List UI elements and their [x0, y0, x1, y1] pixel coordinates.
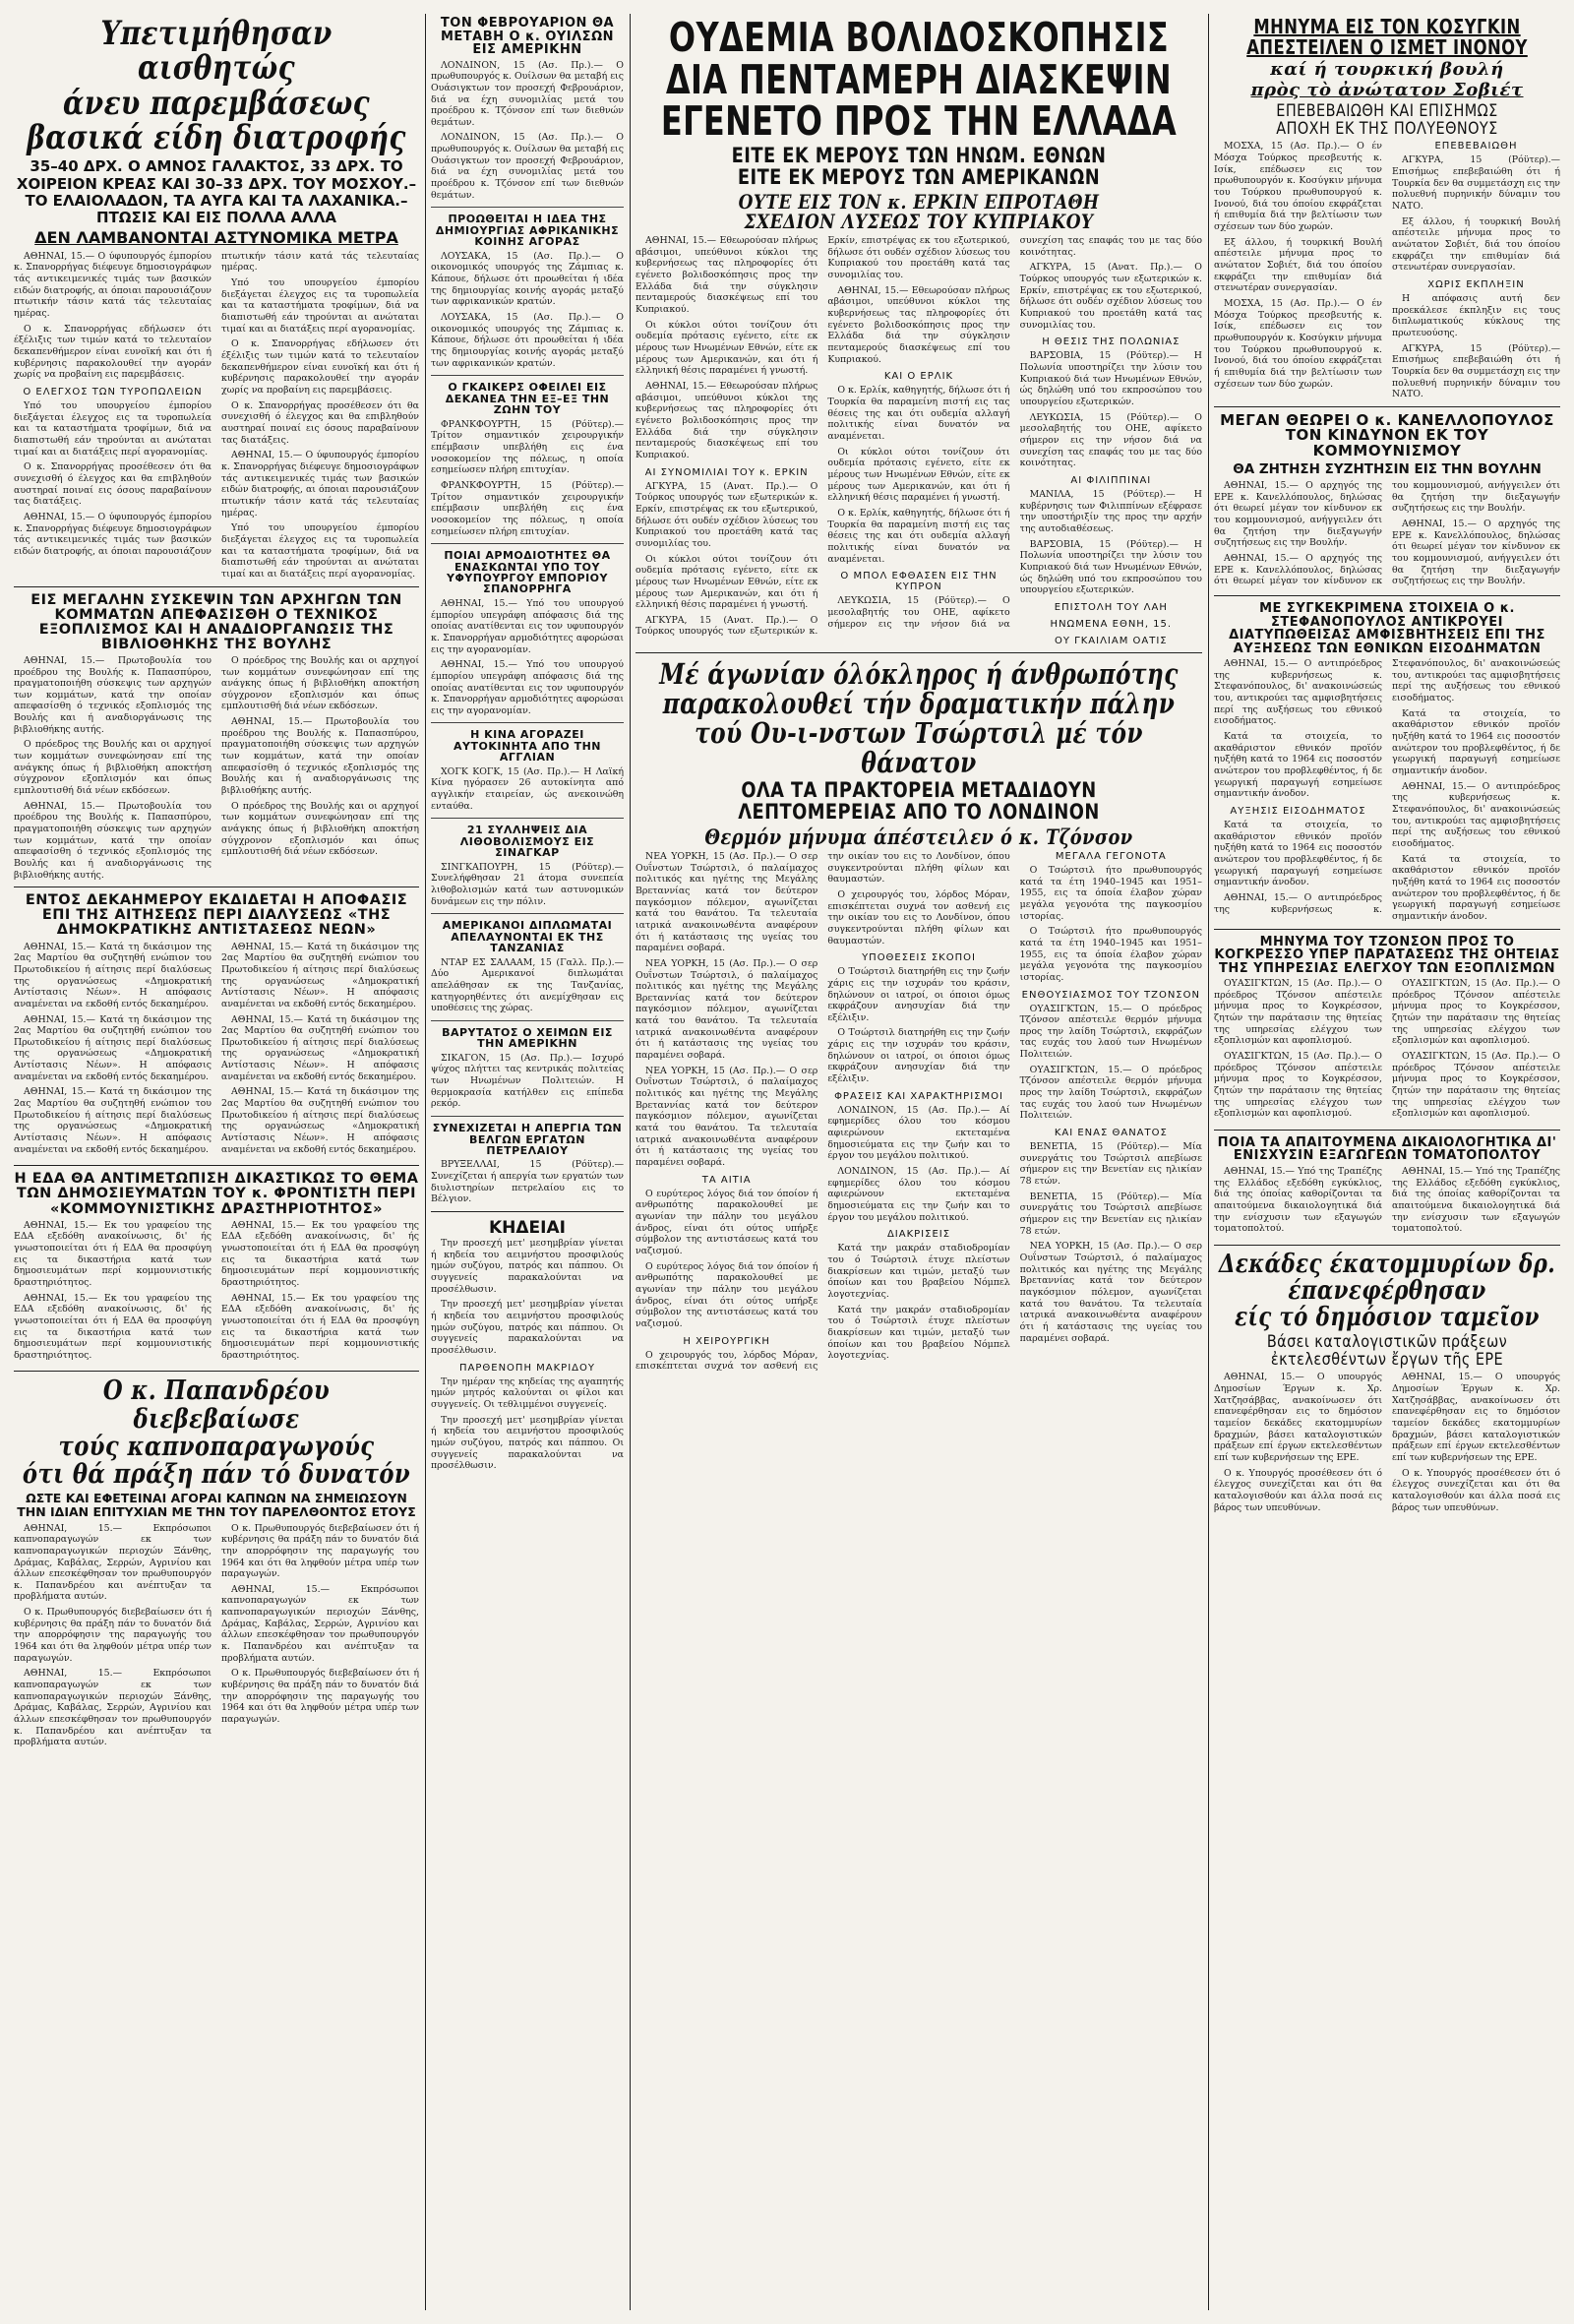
article-paragraph: Κατά την μακράν σταδιοδρομίαν του ό Τσώρτσιλ έτυχε πλείστων διακρίσεων και τιμών, μεταξύ των όποίων και του βραβείου Νόμπελ λογοτεχνίας.: [827, 1304, 1010, 1362]
article-paragraph: ΧΟΓΚ ΚΟΓΚ, 15 (Ασ. Πρ.).— Η Λαϊκή Κίνα ηγόρασεν 26 αυτοκίνητα από αγγλικήν εταιρείαν, ώς ανεκοινώθη ενταύθα.: [431, 765, 624, 812]
article-paragraph: ΜΟΣΧΑ, 15 (Ασ. Πρ.).— Ο έν Μόσχα Τούρκος πρεσβευτής κ. Ισίκ, επέδωσεν εις τον πρωθυπουργόν κ. Κοσύγκιν μήνυμα του Τούρκου πρωθυπουργού κ. Ινονού, διά του όποίου εκφράζεται ή επιθυμία διά την βελτίωσιν των σχέσεων των δύο χωρών.: [1214, 141, 1382, 232]
article-paragraph: Ο κ. Σπανορρήγας προσέθεσεν ότι θα συνεχισθή ό έλεγχος και θα επιβληθούν αυστηραί ποιναί εις όσους παραβαίνουν τας διατάξεις.: [221, 399, 419, 446]
article-paragraph: ΛΟΥΣΑΚΑ, 15 (Ασ. Πρ.).— Ο οικονομικός υπουργός της Ζάμπιας κ. Κάπουε, δήλωσε ότι προωθείται ή ιδέα της δημιουργίας κοινής αγοράς μεταξύ των αφρικανικών κρατών.: [431, 312, 624, 369]
article-paragraph: Ο Τσώρτσιλ διατηρήθη εις την ζωήν χάρις εις την ισχυράν του κράσιν, δηλώνουν οι ιατροί, οι όποιοι όμως εκφράζουν ανησυχίαν διά την εξέλιξιν.: [827, 966, 1010, 1023]
article-treasury: [1214, 1249, 1560, 1517]
headline-wilson-america: ΤΟΝ ΦΕΒΡΟΥΑΡΙΟΝ ΘΑ ΜΕΤΑΒΗ Ο κ. ΟΥΙΛΣΩΝ ΕΙΣ ΑΜΕΡΙΚΗΝ: [440, 16, 615, 58]
column-rule: [630, 14, 631, 2310]
article-paragraph: ΑΓΚΥΡΑ, 15 (Ρόϋτερ).— Επισήμως επεβεβαιώθη ότι ή Τουρκία δεν θα συμμετάσχη εις την πολυεθνή πυρηνικήν δύναμιν του ΝΑΤΟ.: [1392, 154, 1560, 212]
kicker-johnson-message: Θερμόν μήνυμα άπέστειλεν ό κ. Τζόνσον: [704, 825, 1133, 850]
headline-singapore-arrests: 21 ΣΥΛΛΗΨΕΙΣ ΔΙΑ ΛΙΘΟΒΟΛΙΣΜΟΥΣ ΕΙΣ ΣΙΝΑΓΚΑΡ: [459, 824, 595, 860]
article-paragraph: ΑΘΗΝΑΙ, 15.— Κατά τη δικάσιμον της 2ας Μαρτίου θα συζητηθή ενώπιον του Πρωτοδικείου ή αίτησις περί διαλύσεως της οργανώσεως «Δημοκρατική Αντίστασις Νέων». Η απόφασις αναμένεται να εκδοθή εντός δεκαημέρου.: [14, 941, 212, 1009]
column-left: [14, 14, 419, 2310]
headline-parliament-library: ΕΙΣ ΜΕΓΑΛΗΝ ΣΥΣΚΕΨΙΝ ΤΩΝ ΑΡΧΗΓΩΝ ΤΩΝ ΚΟΜΜΑΤΩΝ ΑΠΕΦΑΣΙΣΘΗ Ο ΤΕΧΝΙΚΟΣ ΕΞΟΠΛΙΣΜΟΣ ΚΑΙ Η ΑΝΑΔΙΟΡΓΑΝΩΣΙΣ ΤΗΣ ΒΙΒΛΙΟΘΗΚΗΣ ΤΗΣ ΒΟΥΛΗΣ: [30, 591, 402, 652]
subheadline-treasury: Βάσει καταλογιστικῶν πράξεων ἐκτελεσθέντων ἔργων τῆς ΕΡΕ: [1266, 1332, 1508, 1370]
section-heading: ΑΙ ΦΙΛΙΠΠΙΝΑΙ: [1070, 474, 1152, 486]
article-paragraph: ΛΟΝΔΙΝΟΝ, 15 (Ασ. Πρ.).— Ο πρωθυπουργός κ. Ουίλσων θα μεταβή εις Ουάσιγκτων τον προσεχή Φεβρουάριον, διά να έχη συνομιλίας μετά του προέδρου κ. Τζόνσον επί των διεθνών θεμάτων.: [431, 132, 624, 201]
subheadline-parliament-debate: ΘΑ ΖΗΤΗΣΗ ΣΥΖΗΤΗΣΙΝ ΕΙΣ ΤΗΝ ΒΟΥΛΗΝ: [1233, 460, 1542, 477]
article-paragraph: Κατά τα στοιχεία, το ακαθάριστον εθνικόν προϊόν ηυξήθη κατά το 1964 εις ποσοστόν ανώτερον του προβλεφθέντος, ή δε γεωργική παραγωγή εσημείωσε σημαντικήν άνοδον.: [1392, 853, 1560, 922]
headline-treasury: Δεκάδες έκατομμυρίων δρ. έπανεφέρθησαν είς τό δημόσιον ταμεῖον: [1218, 1249, 1556, 1332]
article-paragraph: ΟΥΑΣΙΓΚΤΩΝ, 15 (Ασ. Πρ.).— Ο πρόεδρος Τζόνσον απέστειλε μήνυμα προς το Κογκρέσσον, ζητών την παράτασιν της θητείας της υπηρεσίας ελέγχου των εξοπλισμών και αφοπλισμού.: [1214, 1051, 1382, 1120]
article-paragraph: ΑΘΗΝΑΙ, 15.— Κατά τη δικάσιμον της 2ας Μαρτίου θα συζητηθή ενώπιον του Πρωτοδικείου ή αίτησις περί διαλύσεως της οργανώσεως «Δημοκρατική Αντίστασις Νέων». Η απόφασις αναμένεται να εκδοθή εντός δεκαημέρου.: [221, 1013, 419, 1082]
article-tobacco: [14, 1377, 419, 1748]
headline-surgery: Ο ΓΚΑΙΚΕΡΣ ΟΦΕΙΛΕΙ ΕΙΣ ΔΕΚΑΝΕΑ ΤΗΝ ΕΞ–ΕΞ ΤΗΝ ΖΩΗΝ ΤΟΥ: [445, 381, 610, 417]
kicker-supreme-soviet: πρὸς τὸ ἀνώτατον Σοβιέτ: [1250, 80, 1524, 101]
article-paragraph: ΒΑΡΣΟΒΙΑ, 15 (Ρόϋτερ).— Η Πολωνία υποστηρίζει την λύσιν του Κυπριακού διά των Ηνωμένων Εθνών, ώς δηλώθη υπό του εκπροσώπου του υπουργείου εξωτερικών.: [1019, 350, 1202, 407]
column-rule: [1208, 14, 1209, 2310]
section-heading: ΦΡΑΣΕΙΣ ΚΑΙ ΧΑΡΑΚΤΗΡΙΣΜΟΙ: [834, 1090, 1003, 1102]
kicker-turkish-parliament: καί ή τουρκική βουλή: [1270, 58, 1504, 80]
article-paragraph: Υπό του υπουργείου έμπορίου διεξάγεται έλεγχος εις τα τυροπωλεία και τα καταστήματα τροφίμων, διά να διαπιστωθή εάν τηρούνται αι ανώταται τιμαί και αι διατάξεις περί αγορανομίας.: [221, 522, 419, 580]
obituary-notice: Την ημέραν της κηδείας της αγαπητής ημών μητρός καλούνται οι φίλοι και συγγενείς. Οι τεθλιμμένοι συγγενείς.: [431, 1376, 624, 1410]
article-paragraph: Κατά τα στοιχεία, το ακαθάριστον εθνικόν προϊόν ηυξήθη κατά το 1964 εις ποσοστόν ανώτερον του προβλεφθέντος, ή δε γεωργική παραγωγή εσημείωσε σημαντικήν άνοδον.: [1214, 731, 1382, 800]
article-paragraph: Η απόφασις αυτή δεν προεκάλεσε έκπληξιν εις τους διπλωματικούς κύκλους της πρωτευούσης.: [1392, 292, 1560, 338]
article-paragraph: Ο πρόεδρος της Βουλής και οι αρχηγοί των κομμάτων συνεφώνησαν επί της ανάγκης όπως ή βιβλιοθήκη αποκτήση σύγχρονον εξοπλισμόν και όπως εμπλουτισθή διά νέων εκδόσεων.: [221, 654, 419, 712]
headline-stefanopoulos: ΜΕ ΣΥΓΚΕΚΡΙΜΕΝΑ ΣΤΟΙΧΕΙΑ Ο κ. ΣΤΕΦΑΝΟΠΟΥΛΟΣ ΑΝΤΙΚΡΟΥΕΙ ΔΙΑΤΥΠΩΘΕΙΣΑΣ ΑΜΦΙΣΒΗΤΗΣΕΙΣ ΕΠΙ ΤΗΣ ΑΥΞΗΣΕΩΣ ΤΩΝ ΕΘΝΙΚΩΝ ΕΙΣΟΔΗΜΑΤΩΝ: [1229, 601, 1545, 656]
article-paragraph: Ο πρόεδρος της Βουλής και οι αρχηγοί των κομμάτων συνεφώνησαν επί της ανάγκης όπως ή βιβλιοθήκη αποκτήση σύγχρονον εξοπλισμόν και όπως εμπλουτισθή διά νέων εκδόσεων.: [14, 739, 212, 797]
article-paragraph: ΑΘΗΝΑΙ, 15.— Υπό του υπουργού έμπορίου υπεγράφη απόφασις διά της οποίας ανατίθενται εις τον υφυπουργόν κ. Σπανορρήγαν αρμοδιότητες αφορώσαι εις την αγορανομίαν.: [431, 597, 624, 655]
headline-china-cars: Η ΚΙΝΑ ΑΓΟΡΑΖΕΙ ΑΥΤΟΚΙΝΗΤΑ ΑΠΟ ΤΗΝ ΑΓΓΛΙΑΝ: [453, 728, 602, 764]
section-heading: Η ΧΕΙΡΟΥΡΓΙΚΗ: [683, 1335, 770, 1347]
article-food-prices: [14, 14, 419, 581]
article-paragraph: ΑΘΗΝΑΙ, 15.— Πρωτοβουλία του προέδρου της Βουλής κ. Παπασπύρου, πραγματοποιήθη σύσκεψις των αρχηγών των κομμάτων, κατά την οποίαν απεφασίσθη ό τεχνικός εξοπλισμός της Βουλής και ή αναδιοργάνωσις της βιβλιοθήκης αυτής.: [14, 654, 212, 735]
article-paragraph: Ο ευρύτερος λόγος διά τον όποίον ή ανθρωπότης παρακολουθεί με αγωνίαν την πάλην του μεγάλου άνδρος, είναι ότι ούτος υπήρξε σύμβολον της αντιστάσεως κατά του ναζισμού.: [636, 1260, 818, 1329]
article-paragraph: ΛΟΝΔΙΝΟΝ, 15 (Ασ. Πρ.).— Αί εφημερίδες όλου του κόσμου αφιερώνουν εκτεταμένα δημοσιεύματα εις την ζωήν και το έργον του μεγάλου πολιτικού.: [827, 1104, 1010, 1162]
byline: ΟΥ ΓΚΑΙΛΙΑΜ ΟΑΤΙΣ: [1055, 635, 1168, 646]
article-paragraph: ΑΘΗΝΑΙ, 15.— Ο ύφυπουργός έμπορίου κ. Σπανορρήγας διέφευγε δημοσιογράφων τάς αντικειμενικές τιμάς των βασικών ειδών διατροφής, αι όποιαι παρουσιάζουν πτωτικήν τάσιν κατά τάς τελευταίας ημέρας.: [221, 450, 419, 519]
article-paragraph: ΟΥΑΣΙΓΚΤΩΝ, 15 (Ασ. Πρ.).— Ο πρόεδρος Τζόνσον απέστειλε μήνυμα προς το Κογκρέσσον, ζητών την παράτασιν της θητείας της υπηρεσίας ελέγχου των εξοπλισμών και αφοπλισμού.: [1392, 1051, 1560, 1120]
article-paragraph: ΝΕΑ ΥΟΡΚΗ, 15 (Ασ. Πρ.).— Ο σερ Ουΐνστων Τσώρτσιλ, ό παλαίμαχος πολιτικός και ηγέτης της Μεγάλης Βρεταννίας κατά τον δεύτερον παγκόσμιον πόλεμον, αγωνίζεται κατά του θανάτου. Τα τελευταία ιατρικά ανακοινωθέντα αναφέρουν ότι ή κατάστασις της υγείας του παραμένει σοβαρά.: [636, 957, 818, 1062]
article-paragraph: ΟΥΑΣΙΓΚΤΩΝ, 15 (Ασ. Πρ.).— Ο πρόεδρος Τζόνσον απέστειλε μήνυμα προς το Κογκρέσσον, ζητών την παράτασιν της θητείας της υπηρεσίας ελέγχου των εξοπλισμών και αφοπλισμού.: [1392, 978, 1560, 1047]
article-paragraph: ΑΘΗΝΑΙ, 15.— Εκ του γραφείου της ΕΔΑ εξεδόθη ανακοίνωσις, δι' ής γνωστοποιείται ότι ή ΕΔΑ θα προσφύγη εις τα δικαστήρια κατά των δημοσιευμάτων περί κομμουνιστικής δραστηριότητος.: [14, 1219, 212, 1288]
article-paragraph: ΑΘΗΝΑΙ, 15.— Εθεωρούσαν πλήρως αβάσιμοι, υπεύθυνοι κύκλοι της κυβερνήσεως τας πληροφορίες ότι εγένετο βολιδοσκόπησις προς την Ελλάδα διά την σύγκλησιν πενταμερούς διασκέψεως επί του Κυπριακού.: [636, 381, 818, 460]
article-paragraph: Ο Τσώρτσιλ ήτο πρωθυπουργός κατά τα έτη 1940–1945 και 1951–1955, εις τα όποία έλαβον χώραν μεγάλα γεγονότα της παγκοσμίου ιστορίας.: [1019, 864, 1202, 922]
section-heading: ΑΥΞΗΣΙΣ ΕΙΣΟΔΗΜΑΤΟΣ: [1230, 805, 1366, 817]
column-rule: [425, 14, 426, 2310]
article-paragraph: ΑΘΗΝΑΙ, 15.— Εθεωρούσαν πλήρως αβάσιμοι, υπεύθυνοι κύκλοι της κυβερνήσεως τας πληροφορίες ότι εγένετο βολιδοσκόπησις προς την Ελλάδα διά την σύγκλησιν πενταμερούς διασκέψεως επί του Κυπριακού.: [827, 284, 1010, 365]
headline-youth-dissolution: ΕΝΤΟΣ ΔΕΚΑΗΜΕΡΟΥ ΕΚΔΙΔΕΤΑΙ Η ΑΠΟΦΑΣΙΣ ΕΠΙ ΤΗΣ ΑΙΤΗΣΕΩΣ ΠΕΡΙ ΔΙΑΛΥΣΕΩΣ «ΤΗΣ ΔΗΜΟΚΡΑΤΙΚΗΣ ΑΝΤΙΣΤΑΣΕΩΣ ΝΕΩΝ»: [25, 892, 408, 939]
subheadline-tobacco: ΩΣΤΕ ΚΑΙ ΕΦΕΤΕΙΝΑΙ ΑΓΟΡΑΙ ΚΑΠΝΩΝ ΝΑ ΣΗΜΕΙΩΣΟΥΝ ΤΗΝ ΙΔΙΑΝ ΕΠΙΤΥΧΙΑΝ ΜΕ ΤΗΝ ΤΟΥ ΠΑΡΕΛΘΟΝΤΟΣ ΕΤΟΥΣ: [17, 1490, 416, 1520]
article-paragraph: Ο ευρύτερος λόγος διά τον όποίον ή ανθρωπότης παρακολουθεί με αγωνίαν την πάλην του μεγάλου άνδρος, είναι ότι ούτος υπήρξε σύμβολον της αντιστάσεως κατά του ναζισμού.: [636, 1188, 818, 1256]
article-paragraph: Οι κύκλοι ούτοι τονίζουν ότι ουδεμία πρότασις εγένετο, είτε εκ μέρους των Ηνωμένων Εθνών, είτε εκ μέρους των Αμερικανών, και ότι ή ελληνική θέσις παραμένει ή γνωστή.: [636, 319, 818, 377]
article-paragraph: ΛΟΥΣΑΚΑ, 15 (Ασ. Πρ.).— Ο οικονομικός υπουργός της Ζάμπιας κ. Κάπουε, δήλωσε ότι προωθείται ή ιδέα της δημιουργίας κοινής αγοράς μεταξύ των αφρικανικών κρατών.: [431, 250, 624, 308]
article-paragraph: ΑΘΗΝΑΙ, 15.— Εκπρόσωποι καπνοπαραγωγών εκ των καπνοπαραγωγικών περιοχών Ξάνθης, Δράμας, Καβάλας, Σερρών, Αγρινίου και άλλων επεσκέφθησαν τον πρωθυπουργόν κ. Παπανδρέου και ανέπτυξαν τα προβλήματα αυτών.: [14, 1668, 212, 1748]
article-paragraph: ΑΘΗΝΑΙ, 15.— Ο υπουργός Δημοσίων Έργων κ. Χρ. Χατζησάββας, ανακοίνωσεν ότι επανεφέρθησαν εις το δημόσιον ταμείον δεκάδες εκατομμυρίων δραχμών, βάσει καταλογιστικών πράξεων επί έργων εκτελεσθέντων επί των κυβερνήσεων της ΕΡΕ.: [1392, 1372, 1560, 1463]
article-paragraph: ΛΟΝΔΙΝΟΝ, 15 (Ασ. Πρ.).— Ο πρωθυπουργός κ. Ουίλσων θα μεταβή εις Ουάσιγκτων τον προσεχή Φεβρουάριον, διά να έχη συνομιλίας μετά του προέδρου κ. Τζόνσον επί των διεθνών θεμάτων.: [431, 59, 624, 128]
article-paragraph: ΦΡΑΝΚΦΟΥΡΤΗ, 15 (Ρόϋτερ).— Τρίτον σημαντικόν χειρουργικήν επέμβασιν υπεβλήθη εις ένα νοσοκομείον της πόλεως, η οποία εσημείωσεν πλήρη επιτυχίαν.: [431, 479, 624, 537]
headline-kanellopoulos: ΜΕΓΑΝ ΘΕΩΡΕΙ Ο κ. ΚΑΝΕΛΛΟΠΟΥΛΟΣ ΤΟΝ ΚΙΝΔΥΝΟΝ ΕΚ ΤΟΥ ΚΟΜΜΟΥΝΙΣΜΟΥ: [1220, 410, 1554, 460]
article-paragraph: ΑΘΗΝΑΙ, 15.— Εκ του γραφείου της ΕΔΑ εξεδόθη ανακοίνωσις, δι' ής γνωστοποιείται ότι ή ΕΔΑ θα προσφύγη εις τα δικαστήρια κατά των δημοσιευμάτων περί κομμουνιστικής δραστηριότητος.: [221, 1219, 419, 1288]
headline-belgian-strike: ΣΥΝΕΧΙΖΕΤΑΙ Η ΑΠΕΡΓΙΑ ΤΩΝ ΒΕΛΓΩΝ ΕΡΓΑΤΩΝ ΠΕΤΡΕΛΑΙΟΥ: [432, 1122, 623, 1157]
obituary-notice: Την προσεχή μετ' μεσημβρίαν γίνεται ή κηδεία του αειμνήστου προσφιλούς ημών συζύγου, πατρός και πάππου. Οι συγγενείς παρακαλούνται να προσέλθωσιν.: [431, 1238, 624, 1295]
article-paragraph: ΛΟΝΔΙΝΟΝ, 15 (Ασ. Πρ.).— Αί εφημερίδες όλου του κόσμου αφιερώνουν εκτεταμένα δημοσιεύματα εις την ζωήν και το έργον του μεγάλου πολιτικού.: [827, 1166, 1010, 1223]
article-paragraph: Ο κ. Πρωθυπουργός διεβεβαίωσεν ότι ή κυβέρνησις θα πράξη πάν το δυνατόν διά την απορρόφησιν της παραγωγής του 1964 και ότι θα ληφθούν μέτρα υπέρ των παραγωγών.: [221, 1522, 419, 1580]
subheadline-cyprus-conference: ΕΙΤΕ ΕΚ ΜΕΡΟΥΣ ΤΩΝ ΗΝΩΜ. ΕΘΝΩΝ ΕΙΤΕ ΕΚ ΜΕΡΟΥΣ ΤΩΝ ΑΜΕΡΙΚΑΝΩΝ: [731, 143, 1107, 189]
article-paragraph: ΑΘΗΝΑΙ, 15.— Ο ύφυπουργός έμπορίου κ. Σπανορρήγας διέφευγε δημοσιογράφων τάς αντικειμενικές τιμάς των βασικών ειδών διατροφής, αι όποιαι παρουσιάζουν πτωτικήν τάσιν κατά τάς τελευταίας ημέρας.: [14, 250, 419, 557]
headline-america-winter: ΒΑΡΥΤΑΤΟΣ Ο ΧΕΙΜΩΝ ΕΙΣ ΤΗΝ ΑΜΕΡΙΚΗΝ: [442, 1025, 613, 1051]
column-main: [636, 14, 1202, 2310]
subheadline-multilateral-force: ΕΠΕΒΕΒΑΙΩΘΗ ΚΑΙ ΕΠΙΣΗΜΩΣ ΑΠΟΧΗ ΕΚ ΤΗΣ ΠΟΛΥΕΘΝΟΥΣ: [1276, 101, 1498, 139]
article-paragraph: ΟΥΑΣΙΓΚΤΩΝ, 15 (Ασ. Πρ.).— Ο πρόεδρος Τζόνσον απέστειλε μήνυμα προς το Κογκρέσσον, ζητών την παράτασιν της θητείας της υπηρεσίας ελέγχου των εξοπλισμών και αφοπλισμού.: [1214, 978, 1382, 1047]
section-heading: Ο ΜΠΟΛ ΕΦΘΑΣΕΝ ΕΙΣ ΤΗΝ ΚΥΠΡΟΝ: [840, 571, 998, 593]
section-heading: ΜΕΓΑΛΑ ΓΕΓΟΝΟΤΑ: [1055, 850, 1167, 862]
section-heading: ΥΠΟΘΕΣΕΙΣ ΣΚΟΠΟΙ: [862, 952, 976, 964]
headline-cyprus-conference: ΟΥΔΕΜΙΑ ΒΟΛΙΔΟΣΚΟΠΗΣΙΣ ΔΙΑ ΠΕΝΤΑΜΕΡΗ ΔΙΑΣΚΕΨΙΝ ΕΓΕΝΕΤΟ ΠΡΟΣ ΤΗΝ ΕΛΛΑΔΑ: [660, 14, 1178, 146]
article-paragraph: ΑΘΗΝΑΙ, 15.— Εκ του γραφείου της ΕΔΑ εξεδόθη ανακοίνωσις, δι' ής γνωστοποιείται ότι ή ΕΔΑ θα προσφύγη εις τα δικαστήρια κατά των δημοσιευμάτων περί κομμουνιστικής δραστηριότητος.: [14, 1292, 212, 1361]
article-paragraph: ΑΘΗΝΑΙ, 15.— Ο αντιπρόεδρος της κυβερνήσεως κ. Στεφανόπουλος, δι' ανακοινώσεώς του, αντικρούει τας αμφισβητήσεις περί της αυξήσεως του εθνικού εισοδήματος.: [1214, 658, 1560, 915]
section-heading: ΕΝΘΟΥΣΙΑΣΜΟΣ ΤΟΥ ΤΖΟΝΣΟΝ: [1021, 989, 1200, 1001]
headline-spanorrigas-duties: ΠΟΙΑΙ ΑΡΜΟΔΙΟΤΗΤΕΣ ΘΑ ΕΝΑΣΚΩΝΤΑΙ ΥΠΟ ΤΟΥ ΥΦΥΠΟΥΡΓΟΥ ΕΜΠΟΡΙΟΥ ΣΠΑΝΟΡΡΗΓΑ: [444, 549, 611, 596]
article-paragraph: Ο Τσώρτσιλ ήτο πρωθυπουργός κατά τα έτη 1940–1945 και 1951–1955, εις τα όποία έλαβον χώραν μεγάλα γεγονότα της παγκοσμίου ιστορίας.: [1019, 926, 1202, 983]
article-paragraph: Κατά τα στοιχεία, το ακαθάριστον εθνικόν προϊόν ηυξήθη κατά το 1964 εις ποσοστόν ανώτερον του προβλεφθέντος, ή δε γεωργική παραγωγή εσημείωσε σημαντικήν άνοδον.: [1214, 819, 1382, 888]
section-heading: ΔΙΑΚΡΙΣΕΙΣ: [886, 1229, 951, 1241]
article-paragraph: ΑΘΗΝΑΙ, 15.— Ο αρχηγός της ΕΡΕ κ. Κανελλόπουλος, δηλώσας ότι θεωρεί μέγαν τον κίνδυνον εκ του κομμουνισμού, ανήγγειλεν ότι θα ζητήση την διεξαγωγήν συζητήσεως εις την Βουλήν.: [1214, 480, 1382, 549]
section-heading: ΚΑΙ Ο ΕΡΛΙΚ: [883, 371, 954, 383]
obituary-notice: Την προσεχή μετ' μεσημβρίαν γίνεται ή κηδεία του αειμνήστου προσφιλούς ημών συζύγου, πατρός και πάππου. Οι συγγενείς παρακαλούνται να προσέλθωσιν.: [431, 1299, 624, 1356]
article-paragraph: ΑΘΗΝΑΙ, 15.— Υπό της Τραπέζης της Ελλάδος εξεδόθη εγκύκλιος, διά της όποίας καθορίζονται τα απαιτούμενα δικαιολογητικά διά την ενίσχυσιν των εξαγωγών τοματοπολτού.: [1392, 1166, 1560, 1235]
article-paragraph: ΜΑΝΙΛΑ, 15 (Ρόϋτερ).— Η κυβέρνησις των Φιλιππίνων εξέφρασε την υποστήριξίν της προς την αρχήν της αυτοδιαθέσεως.: [1019, 488, 1202, 534]
column-narrow: [431, 14, 624, 2310]
byline: ΗΝΩΜΕΝΑ ΕΘΝΗ, 15.: [1050, 618, 1173, 630]
section-heading: ΕΠΕΒΕΒΑΙΩΘΗ: [1434, 141, 1518, 153]
article-kanellopoulos: [1214, 410, 1560, 589]
headline-african-market: ΠΡΟΩΘΕΙΤΑΙ Η ΙΔΕΑ ΤΗΣ ΔΗΜΙΟΥΡΓΙΑΣ ΑΦΡΙΚΑΝΙΚΗΣ ΚΟΙΝΗΣ ΑΓΟΡΑΣ: [435, 213, 620, 249]
article-johnson-congress: [1214, 936, 1560, 1124]
article-paragraph: Ο κ. Ερλίκ, καθηγητής, δήλωσε ότι ή Τουρκία θα παραμείνη πιστή εις τας θέσεις της και ότι ουδεμία αλλαγή πολιτικής είναι δυνατόν να αναμένεται.: [827, 507, 1010, 565]
article-paragraph: Ο χειρουργός του, λόρδος Μόραν, επισκέπτεται συχνά τον ασθενή εις την οικίαν του εις το Λονδίνον, όπου συγκεντρούνται πλήθη φίλων και θαυμαστών.: [827, 888, 1010, 947]
article-paragraph: ΑΓΚΥΡΑ, 15 (Ανατ. Πρ.).— Ο Τούρκος υπουργός των εξωτερικών κ. Ερκίν, επιστρέψας εκ του εξωτερικού, δήλωσε ότι ουδέν σχέδιον λύσεως του Κυπριακού του προετάθη κατά τας συνομιλίας του.: [636, 235, 1010, 638]
article-paragraph: ΝΕΑ ΥΟΡΚΗ, 15 (Ασ. Πρ.).— Ο σερ Ουΐνστων Τσώρτσιλ, ό παλαίμαχος πολιτικός και ηγέτης της Μεγάλης Βρεταννίας κατά τον δεύτερον παγκόσμιον πόλεμον, αγωνίζεται κατά του θανάτου. Τα τελευταία ιατρικά ανακοινωθέντα αναφέρουν ότι ή κατάστασις της υγείας του παραμένει σοβαρά.: [1019, 1241, 1202, 1344]
article-stefanopoulos: [1214, 602, 1560, 923]
article-paragraph: ΑΘΗΝΑΙ, 15.— Υπό της Τραπέζης της Ελλάδος εξεδόθη εγκύκλιος, διά της όποίας καθορίζονται τα απαιτούμενα δικαιολογητικά διά την ενίσχυσιν των εξαγωγών τοματοπολτού.: [1214, 1166, 1382, 1235]
article-paragraph: ΒΡΥΞΕΛΛΑΙ, 15 (Ρόϋτερ).— Συνεχίζεται ή απεργία των εργατών των διυλιστηρίων πετρελαίου εις το Βέλγιον.: [431, 1159, 624, 1205]
subheadline-churchill: ΟΛΑ ΤΑ ΠΡΑΚΤΟΡΕΙΑ ΜΕΤΑΔΙΔΟΥΝ ΛΕΠΤΟΜΕΡΕΙΑΣ ΑΠΟ ΤΟ ΛΟΝΔΙΝΟΝ: [738, 778, 1100, 825]
article-paragraph: ΑΓΚΥΡΑ, 15 (Ρόϋτερ).— Επισήμως επεβεβαιώθη ότι ή Τουρκία δεν θα συμμετάσχη εις την πολυεθνή πυρηνικήν δύναμιν του ΝΑΤΟ.: [1392, 342, 1560, 400]
headline-food-prices: Υπετιμήθησαν αισθητώς άνευ παρεμβάσεως βασικά είδη διατροφής: [27, 14, 406, 158]
article-paragraph: ΑΘΗΝΑΙ, 15.— Κατά τη δικάσιμον της 2ας Μαρτίου θα συζητηθή ενώπιον του Πρωτοδικείου ή αίτησις περί διαλύσεως της οργανώσεως «Δημοκρατική Αντίστασις Νέων». Η απόφασις αναμένεται να εκδοθή εντός δεκαημέρου.: [14, 1013, 212, 1082]
section-heading: ΚΑΙ ΕΝΑΣ ΘΑΝΑΤΟΣ: [1054, 1128, 1168, 1139]
article-paragraph: ΑΘΗΝΑΙ, 15.— Ο αρχηγός της ΕΡΕ κ. Κανελλόπουλος, δηλώσας ότι θεωρεί μέγαν τον κίνδυνον εκ του κομμουνισμού, ανήγγειλεν ότι θα ζητήση την διεξαγωγήν συζητήσεως εις την Βουλήν.: [1214, 480, 1560, 587]
headline-churchill: Μέ άγωνίαν όλόκληρος ή άνθρωπότης παρακολουθεί τήν δραματικήν πάλην τού Ου-ι-νστων Τσώρτσιλ μέ τόν θάνατον: [659, 656, 1179, 780]
article-paragraph: Ο χειρουργός του, λόρδος Μόραν, επισκέπτεται συχνά τον ασθενή εις την οικίαν του εις το Λονδίνον, όπου συγκεντρούνται πλήθη φίλων και θαυμαστών.: [636, 850, 1010, 1373]
article-paragraph: ΣΙΚΑΓΟΝ, 15 (Ασ. Πρ.).— Ισχυρό ψύχος πλήττει τας κεντρικάς πολιτείας των Ηνωμένων Πολιτειών. Η θερμοκρασία κατήλθεν εις επίπεδα ρεκόρ.: [431, 1052, 624, 1110]
article-paragraph: ΝΤΑΡ ΕΣ ΣΑΛΑΑΜ, 15 (Γαλλ. Πρ.).— Δύο Αμερικανοί διπλωμάται απελάθησαν εκ της Τανζανίας, κατηγορηθέντες ότι ανεμίχθησαν εις υποθέσεις της χώρας.: [431, 956, 624, 1014]
article-paragraph: ΝΕΑ ΥΟΡΚΗ, 15 (Ασ. Πρ.).— Ο σερ Ουΐνστων Τσώρτσιλ, ό παλαίμαχος πολιτικός και ηγέτης της Μεγάλης Βρεταννίας κατά τον δεύτερον παγκόσμιον πόλεμον, αγωνίζεται κατά του θανάτου. Τα τελευταία ιατρικά ανακοινωθέντα αναφέρουν ότι ή κατάστασις της υγείας του παραμένει σοβαρά.: [636, 850, 818, 954]
subheadline-food-prices: 35–40 ΔΡΧ. Ο ΑΜΝΟΣ ΓΑΛΑΚΤΟΣ, 33 ΔΡΧ. ΤΟ ΧΟΙΡΕΙΟΝ ΚΡΕΑΣ ΚΑΙ 30–33 ΔΡΧ. ΤΟΥ ΜΟΣΧΟΥ.– ΤΟ ΕΛΑΙΟΛΑΔΟΝ, ΤΑ ΑΥΓΑ ΚΑΙ ΤΑ ΛΑΧΑΝΙΚΑ.– ΠΤΩΣΙΣ ΚΑΙ ΕΙΣ ΠΟΛΛΑ ΑΛΛΑ: [16, 157, 417, 227]
article-paragraph: Ο κ. Πρωθυπουργός διεβεβαίωσεν ότι ή κυβέρνησις θα πράξη πάν το δυνατόν διά την απορρόφησιν της παραγωγής του 1964 και ότι θα ληφθούν μέτρα υπέρ των παραγωγών.: [221, 1668, 419, 1726]
article-paragraph: ΒΕΝΕΤΙΑ, 15 (Ρόϋτερ).— Μία συνεργάτις του Τσώρτσιλ απεβίωσε σήμερον εις την Βενετίαν εις ηλικίαν 78 ετών.: [1019, 1141, 1202, 1188]
kicker-police-measures: ΔΕΝ ΛΑΜΒΑΝΟΝΤΑΙ ΑΣΤΥΝΟΜΙΚΑ ΜΕΤΡΑ: [34, 228, 398, 248]
article-paragraph: ΑΘΗΝΑΙ, 15.— Κατά τη δικάσιμον της 2ας Μαρτίου θα συζητηθή ενώπιον του Πρωτοδικείου ή αίτησις περί διαλύσεως της οργανώσεως «Δημοκρατική Αντίστασις Νέων». Η απόφασις αναμένεται να εκδοθή εντός δεκαημέρου.: [221, 941, 419, 1009]
article-paragraph: ΟΥΑΣΙΓΚΤΩΝ, 15.— Ο πρόεδρος Τζόνσον απέστειλε θερμόν μήνυμα προς την λαίδη Τσώρτσιλ, εκφράζων τας ευχάς του λαού των Ηνωμένων Πολιτειών.: [1019, 1064, 1202, 1122]
newspaper-page: [14, 14, 1560, 2310]
article-paragraph: Ο Τσώρτσιλ διατηρήθη εις την ζωήν χάρις εις την ισχυράν του κράσιν, δηλώνουν οι ιατροί, οι όποιοι όμως εκφράζουν ανησυχίαν διά την εξέλιξιν.: [827, 1027, 1010, 1085]
article-paragraph: Εξ άλλου, ή τουρκική Βουλή απέστειλε μήνυμα προς το ανώτατον Σοβιέτ, διά του όποίου εκφράζει την επιθυμίαν διά στενωτέραν συνεργασίαν.: [1214, 236, 1382, 294]
article-paragraph: ΛΕΥΚΩΣΙΑ, 15 (Ρόϋτερ).— Ο μεσολαβητής του ΟΗΕ, αφίκετο σήμερον εις την νήσον διά να συνεχίση τας επαφάς του με τας δύο κοινότητας.: [1019, 411, 1202, 469]
headline-tobacco: Ο κ. Παπανδρέου διεβεβαίωσε τούς καπνοπαραγωγούς ότι θά πράξη πάν τό δυνατόν: [22, 1376, 411, 1490]
article-paragraph: Ο κ. Υπουργός προσέθεσεν ότι ό έλεγχος συνεχίζεται και ότι θα καταλογισθούν και άλλα ποσά εις βάρος των υπευθύνων.: [1392, 1467, 1560, 1513]
article-paragraph: ΟΥΑΣΙΓΚΤΩΝ, 15.— Ο πρόεδρος Τζόνσον απέστειλε θερμόν μήνυμα προς την λαίδη Τσώρτσιλ, εκφράζων τας ευχάς του λαού των Ηνωμένων Πολιτειών.: [1019, 1003, 1202, 1061]
article-paragraph: Κατά τα στοιχεία, το ακαθάριστον εθνικόν προϊόν ηυξήθη κατά το 1964 εις ποσοστόν ανώτερον του προβλεφθέντος, ή δε γεωργική παραγωγή εσημείωσε σημαντικήν άνοδον.: [1392, 707, 1560, 777]
article-paragraph: ΑΘΗΝΑΙ, 15.— Ο ύφυπουργός έμπορίου κ. Σπανορρήγας διέφευγε δημοσιογράφων τάς αντικειμενικές τιμάς των βασικών ειδών διατροφής, αι όποιαι παρουσιάζουν πτωτικήν τάσιν κατά τάς τελευταίας ημέρας.: [14, 250, 212, 320]
article-paragraph: ΑΘΗΝΑΙ, 15.— Εκπρόσωποι καπνοπαραγωγών εκ των καπνοπαραγωγικών περιοχών Ξάνθης, Δράμας, Καβάλας, Σερρών, Αγρινίου και άλλων επεσκέφθησαν τον πρωθυπουργόν κ. Παπανδρέου και ανέπτυξαν τα προβλήματα αυτών.: [14, 1522, 212, 1603]
article-youth-dissolution: [14, 893, 419, 1159]
article-paragraph: ΛΕΥΚΩΣΙΑ, 15 (Ρόϋτερ).— Ο μεσολαβητής του ΟΗΕ, αφίκετο σήμερον εις την νήσον διά να συνεχίση τας επαφάς του με τας δύο κοινότητας.: [827, 235, 1202, 630]
article-paragraph: ΑΘΗΝΑΙ, 15.— Ο αντιπρόεδρος της κυβερνήσεως κ. Στεφανόπουλος, δι' ανακοινώσεώς του, αντικρούει τας αμφισβητήσεις περί της αυξήσεως του εθνικού εισοδήματος.: [1214, 658, 1382, 727]
article-eda-court: [14, 1172, 419, 1365]
article-paragraph: ΑΘΗΝΑΙ, 15.— Ο αντιπρόεδρος της κυβερνήσεως κ. Στεφανόπουλος, δι' ανακοινώσεώς του, αντικρούει τας αμφισβητήσεις περί της αυξήσεως του εθνικού εισοδήματος.: [1392, 780, 1560, 849]
article-paragraph: ΒΑΡΣΟΒΙΑ, 15 (Ρόϋτερ).— Η Πολωνία υποστηρίζει την λύσιν του Κυπριακού διά των Ηνωμένων Εθνών, ώς δηλώθη υπό του εκπροσώπου του υπουργείου εξωτερικών.: [1019, 538, 1202, 596]
article-paragraph: ΒΕΝΕΤΙΑ, 15 (Ρόϋτερ).— Μία συνεργάτις του Τσώρτσιλ απεβίωσε σήμερον εις την Βενετίαν εις ηλικίαν 78 ετών.: [1019, 1191, 1202, 1237]
headline-johnson-congress: ΜΗΝΥΜΑ ΤΟΥ ΤΖΟΝΣΟΝ ΠΡΟΣ ΤΟ ΚΟΓΚΡΕΣΣΟ ΥΠΕΡ ΠΑΡΑΤΑΣΕΩΣ ΤΗΣ ΟΗΤΕΙΑΣ ΤΗΣ ΥΠΗΡΕΣΙΑΣ ΕΛΕΓΧΟΥ ΤΩΝ ΕΞΟΠΛΙΣΜΩΝ: [1214, 934, 1560, 976]
article-paragraph: Κατά την μακράν σταδιοδρομίαν του ό Τσώρτσιλ έτυχε πλείστων διακρίσεων και τιμών, μεταξύ των όποίων και του βραβείου Νόμπελ λογοτεχνίας.: [827, 1243, 1010, 1300]
obituary-notice: Την προσεχή μετ' μεσημβρίαν γίνεται ή κηδεία του αειμνήστου προσφιλούς ημών συζύγου, πατρός και πάππου. Οι συγγενείς παρακαλούνται να προσέλθωσιν.: [431, 1414, 624, 1472]
section-heading: ΑΙ ΣΥΝΟΜΙΛΙΑΙ ΤΟΥ κ. ΕΡΚΙΝ: [644, 466, 809, 478]
article-paragraph: ΑΘΗΝΑΙ, 15.— Πρωτοβουλία του προέδρου της Βουλής κ. Παπασπύρου, πραγματοποιήθη σύσκεψις των αρχηγών των κομμάτων, κατά την οποίαν απεφασίσθη ό τεχνικός εξοπλισμός της Βουλής και ή αναδιοργάνωσις της βιβλιοθήκης αυτής.: [221, 716, 419, 797]
article-paragraph: Ο κ. Σπανορρήγας εδήλωσεν ότι έξέλιξις των τιμών κατά το τελευταίον δεκαπενθήμερον είναι ευνοϊκή και ότι ή κυβέρνησις παρακολουθεί την αγοράν χωρίς να προβαίνη εις παρεμβάσεις.: [221, 338, 419, 397]
article-paragraph: Εξ άλλου, ή τουρκική Βουλή απέστειλε μήνυμα προς το ανώτατον Σοβιέτ, διά του όποίου εκφράζει την επιθυμίαν διά στενωτέραν συνεργασίαν.: [1392, 215, 1560, 274]
headline-kosygin: ΜΗΝΥΜΑ ΕΙΣ ΤΟΝ ΚΟΣΥΓΚΙΝ ΑΠΕΣΤΕΙΛΕΝ Ο ΙΣΜΕΤ ΙΝΟΝΟΥ: [1246, 15, 1528, 59]
article-paragraph: ΑΘΗΝΑΙ, 15.— Ο αρχηγός της ΕΡΕ κ. Κανελλόπουλος, δηλώσας ότι θεωρεί μέγαν τον κίνδυνον εκ του κομμουνισμού, ανήγγειλεν ότι θα ζητήση την διεξαγωγήν συζητήσεως εις την Βουλήν.: [1392, 519, 1560, 587]
article-paragraph: Ο κ. Υπουργός προσέθεσεν ότι ό έλεγχος συνεχίζεται και ότι θα καταλογισθούν και άλλα ποσά εις βάρος των υπευθύνων.: [1214, 1467, 1382, 1513]
article-paragraph: ΑΓΚΥΡΑ, 15 (Ανατ. Πρ.).— Ο Τούρκος υπουργός των εξωτερικών κ. Ερκίν, επιστρέψας εκ του εξωτερικού, δήλωσε ότι ουδέν σχέδιον λύσεως του Κυπριακού του προετάθη κατά τας συνομιλίας του.: [636, 480, 818, 549]
article-paragraph: ΜΟΣΧΑ, 15 (Ασ. Πρ.).— Ο έν Μόσχα Τούρκος πρεσβευτής κ. Ισίκ, επέδωσεν εις τον πρωθυπουργόν κ. Κοσύγκιν μήνυμα του Τούρκου πρωθυπουργού κ. Ινονού, διά του όποίου εκφράζεται ή επιθυμία διά την βελτίωσιν των σχέσεων των δύο χωρών.: [1214, 297, 1382, 390]
article-paragraph: ΣΙΝΓΚΑΠΟΥΡΗ, 15 (Ρόϋτερ).— Συνελήφθησαν 21 άτομα συνεπεία λιθοβολισμών κατά των αστυνομικών δυνάμεων εις την πόλιν.: [431, 861, 624, 907]
article-parliament-library: [14, 593, 419, 882]
section-heading: Η ΘΕΣΙΣ ΤΗΣ ΠΟΛΩΝΙΑΣ: [1042, 336, 1180, 348]
article-paragraph: Ο κ. Σπανορρήγας εδήλωσεν ότι έξέλιξις των τιμών κατά το τελευταίον δεκαπενθήμερον είναι ευνοϊκή και ότι ή κυβέρνησις παρακολουθεί την αγοράν χωρίς να προβαίνη εις παρεμβάσεις.: [14, 323, 212, 381]
article-paragraph: ΑΘΗΝΑΙ, 15.— Κατά τη δικάσιμον της 2ας Μαρτίου θα συζητηθή ενώπιον του Πρωτοδικείου ή αίτησις περί διαλύσεως της οργανώσεως «Δημοκρατική Αντίστασις Νέων». Η απόφασις αναμένεται να εκδοθή εντός δεκαημέρου.: [14, 1086, 212, 1155]
article-paragraph: Οι κύκλοι ούτοι τονίζουν ότι ουδεμία πρότασις εγένετο, είτε εκ μέρους των Ηνωμένων Εθνών, είτε εκ μέρους των Αμερικανών, και ότι ή ελληνική θέσις παραμένει ή γνωστή.: [636, 553, 818, 611]
section-heading: ΧΩΡΙΣ ΕΚΠΛΗΞΙΝ: [1427, 278, 1525, 290]
article-paragraph: ΑΓΚΥΡΑ, 15 (Ανατ. Πρ.).— Ο Τούρκος υπουργός των εξωτερικών κ. Ερκίν, επιστρέψας εκ του εξωτερικού, δήλωσε ότι ουδέν σχέδιον λύσεως του Κυπριακού του προετάθη κατά τας συνομιλίας του.: [1019, 262, 1202, 331]
article-paragraph: Υπό του υπουργείου έμπορίου διεξάγεται έλεγχος εις τα τυροπωλεία και τα καταστήματα τροφίμων, διά να διαπιστωθή εάν τηρούνται αι ανώταται τιμαί και αι διατάξεις περί αγορανομίας.: [221, 277, 419, 335]
article-paragraph: Ο κ. Πρωθυπουργός διεβεβαίωσεν ότι ή κυβέρνησις θα πράξη πάν το δυνατόν διά την απορρόφησιν της παραγωγής του 1964 και ότι θα ληφθούν μέτρα υπέρ των παραγωγών.: [14, 1607, 212, 1664]
article-paragraph: Ο κ. Σπανορρήγας προσέθεσεν ότι θα συνεχισθή ό έλεγχος και θα επιβληθούν αυστηραί ποιναί εις όσους παραβαίνουν τας διατάξεις.: [14, 461, 212, 508]
section-heading: Ο ΕΛΕΓΧΟΣ ΤΩΝ ΤΥΡΟΠΩΛΕΙΩΝ: [23, 387, 203, 398]
obituaries-title: ΚΗΔΕΙΑΙ: [489, 1218, 566, 1239]
article-paragraph: ΦΡΑΝΚΦΟΥΡΤΗ, 15 (Ρόϋτερ).— Τρίτον σημαντικόν χειρουργικήν επέμβασιν υπεβλήθη εις ένα νοσοκομείον της πόλεως, η οποία εσημείωσεν πλήρη επιτυχίαν.: [431, 418, 624, 476]
article-paragraph: ΑΘΗΝΑΙ, 15.— Εκπρόσωποι καπνοπαραγωγών εκ των καπνοπαραγωγικών περιοχών Ξάνθης, Δράμας, Καβάλας, Σερρών, Αγρινίου και άλλων επεσκέφθησαν τον πρωθυπουργόν κ. Παπανδρέου και ανέπτυξαν τα προβλήματα αυτών.: [221, 1583, 419, 1664]
column-right: [1214, 14, 1560, 2310]
article-paragraph: ΑΘΗΝΑΙ, 15.— Ο υπουργός Δημοσίων Έργων κ. Χρ. Χατζησάββας, ανακοίνωσεν ότι επανεφέρθησαν εις το δημόσιον ταμείον δεκάδες εκατομμυρίων δραχμών, βάσει καταλογιστικών πράξεων επί έργων εκτελεσθέντων επί των κυβερνήσεων της ΕΡΕ.: [1214, 1372, 1382, 1463]
obituary-name: ΠΑΡΘΕΝΟΠΗ ΜΑΚΡΙΔΟΥ: [459, 1362, 595, 1374]
article-paragraph: Ο πρόεδρος της Βουλής και οι αρχηγοί των κομμάτων συνεφώνησαν επί της ανάγκης όπως ή βιβλιοθήκη αποκτήση σύγχρονον εξοπλισμόν και όπως εμπλουτισθή διά νέων εκδόσεων.: [221, 800, 419, 858]
headline-tanzania-diplomats: ΑΜΕΡΙΚΑΝΟΙ ΔΙΠΛΩΜΑΤΑΙ ΑΠΕΛΑΥΝΟΝΤΑΙ ΕΚ ΤΗΣ ΤΑΝΖΑΝΙΑΣ: [442, 919, 613, 955]
byline: ΕΠΙΣΤΟΛΗ ΤΟΥ ΛΑΗ: [1054, 601, 1168, 613]
kicker-erkin: ΟΥΤΕ ΕΙΣ ΤΟΝ κ. ΕΡΚΙΝ ΕΠΡΟΤΑΘΗ ΣΧΕΔΙΟΝ ΛΥΣΕΩΣ ΤΟΥ ΚΥΠΡΙΑΚΟΥ: [738, 189, 1100, 234]
article-cyprus-conference: [636, 14, 1202, 646]
article-paragraph: Υπό του υπουργείου έμπορίου διεξάγεται έλεγχος εις τα τυροπωλεία και τα καταστήματα τροφίμων, διά να διαπιστωθή εάν τηρούνται αι ανώταται τιμαί και αι διατάξεις περί αγορανομίας.: [14, 400, 212, 458]
article-paragraph: ΑΘΗΝΑΙ, 15.— Εθεωρούσαν πλήρως αβάσιμοι, υπεύθυνοι κύκλοι της κυβερνήσεως τας πληροφορίες ότι εγένετο βολιδοσκόπησις προς την Ελλάδα διά την σύγκλησιν πενταμερούς διασκέψεως επί του Κυπριακού.: [636, 235, 818, 316]
article-paragraph: Οι κύκλοι ούτοι τονίζουν ότι ουδεμία πρότασις εγένετο, είτε εκ μέρους των Ηνωμένων Εθνών, είτε εκ μέρους των Αμερικανών, και ότι ή ελληνική θέσις παραμένει ή γνωστή.: [827, 446, 1010, 504]
article-paragraph: Ο κ. Ερλίκ, καθηγητής, δήλωσε ότι ή Τουρκία θα παραμείνη πιστή εις τας θέσεις της και ότι ουδεμία αλλαγή πολιτικής είναι δυνατόν να αναμένεται.: [827, 385, 1010, 442]
article-paragraph: ΝΕΑ ΥΟΡΚΗ, 15 (Ασ. Πρ.).— Ο σερ Ουΐνστων Τσώρτσιλ, ό παλαίμαχος πολιτικός και ηγέτης της Μεγάλης Βρεταννίας κατά τον δεύτερον παγκόσμιον πόλεμον, αγωνίζεται κατά του θανάτου. Τα τελευταία ιατρικά ανακοινωθέντα αναφέρουν ότι ή κατάστασις της υγείας του παραμένει σοβαρά.: [636, 1065, 818, 1169]
headline-eda-court: Η ΕΔΑ ΘΑ ΑΝΤΙΜΕΤΩΠΙΣΗ ΔΙΚΑΣΤΙΚΩΣ ΤΟ ΘΕΜΑ ΤΩΝ ΔΗΜΟΣΙΕΥΜΑΤΩΝ ΤΟΥ κ. ΦΡΟΝΤΙΣΤΗ ΠΕΡΙ «ΚΟΜΜΟΥΝΙΣΤΙΚΗΣ ΔΡΑΣΤΗΡΙΟΤΗΤΟΣ»: [14, 1171, 419, 1217]
article-kosygin: [1214, 17, 1560, 400]
article-tomato-paste: [1214, 1136, 1560, 1239]
article-paragraph: ΑΘΗΝΑΙ, 15.— Υπό του υπουργού έμπορίου υπεγράφη απόφασις διά της οποίας ανατίθενται εις τον υφυπουργόν κ. Σπανορρήγαν αρμοδιότητες αφορώσαι εις την αγορανομίαν.: [431, 659, 624, 716]
article-paragraph: ΑΘΗΝΑΙ, 15.— Πρωτοβουλία του προέδρου της Βουλής κ. Παπασπύρου, πραγματοποιήθη σύσκεψις των αρχηγών των κομμάτων, κατά την οποίαν απεφασίσθη ό τεχνικός εξοπλισμός της Βουλής και ή αναδιοργάνωσις της βιβλιοθήκης αυτής.: [14, 800, 212, 881]
article-paragraph: ΑΘΗΝΑΙ, 15.— Εκ του γραφείου της ΕΔΑ εξεδόθη ανακοίνωσις, δι' ής γνωστοποιείται ότι ή ΕΔΑ θα προσφύγη εις τα δικαστήρια κατά των δημοσιευμάτων περί κομμουνιστικής δραστηριότητος.: [221, 1292, 419, 1361]
section-heading: ΤΑ ΑΙΤΙΑ: [701, 1174, 752, 1186]
article-churchill: [636, 656, 1202, 1373]
article-paragraph: ΑΘΗΝΑΙ, 15.— Κατά τη δικάσιμον της 2ας Μαρτίου θα συζητηθή ενώπιον του Πρωτοδικείου ή αίτησις περί διαλύσεως της οργανώσεως «Δημοκρατική Αντίστασις Νέων». Η απόφασις αναμένεται να εκδοθή εντός δεκαημέρου.: [221, 1086, 419, 1155]
headline-tomato-paste: ΠΟΙΑ ΤΑ ΑΠΑΙΤΟΥΜΕΝΑ ΔΙΚΑΙΟΛΟΓΗΤΙΚΑ ΔΙ' ΕΝΙΣΧΥΣΙΝ ΕΞΑΓΩΓΕΩΝ ΤΟΜΑΤΟΠΟΛΤΟΥ: [1217, 1134, 1557, 1164]
